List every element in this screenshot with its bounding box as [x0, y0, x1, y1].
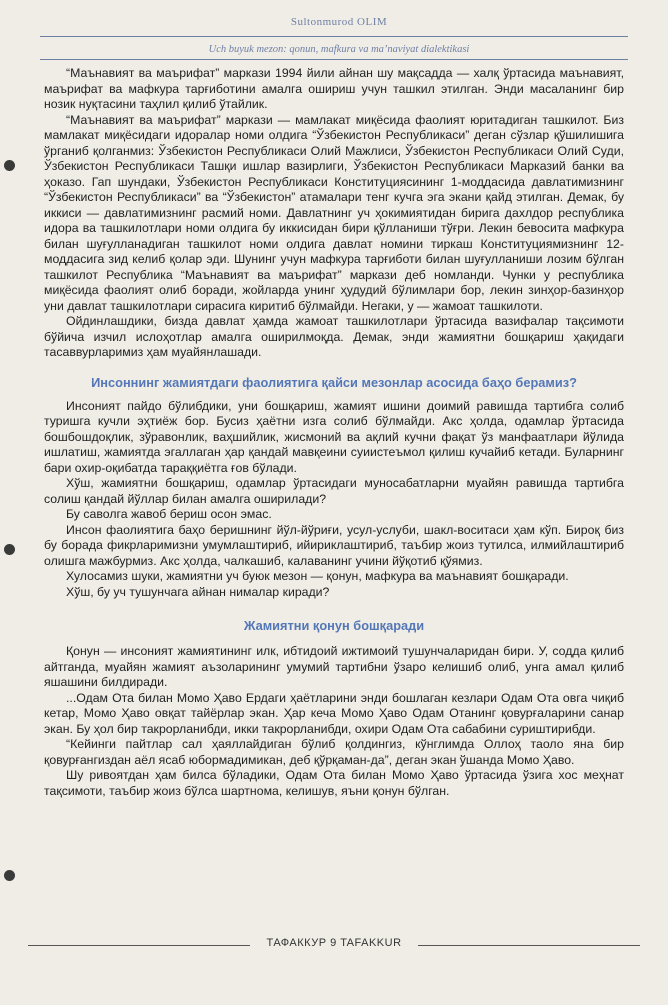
- binder-hole: [4, 870, 15, 881]
- paragraph: Шу ривоятдан ҳам билса бўладики, Одам Ота билан Момо Ҳаво ўртасида ўзига хос меҳнат тақсимоти, таъбир жоиз бўлса шартнома, келишув, яъни қонун бўлган.: [44, 768, 624, 798]
- binder-hole: [4, 544, 15, 555]
- paragraph: Хўш, бу уч тушунчага айнан нималар киради?: [66, 584, 330, 599]
- article-body: [44, 66, 624, 799]
- paragraph: Қонун — инсоният жамиятининг илк, ибтидоий ижтимоий тушунчаларидан бири. У, содда қилиб айтганда, муайян жамият аъзоларининг умумий тартибни ўзаро келишиб олиб, унга амал қилиб яшашини билдиради.: [44, 644, 624, 689]
- running-header-subtitle: Uch buyuk mezon: qonun, mafkura va ma’naviyat dialektikasi: [208, 44, 470, 55]
- paragraph: Хулосамиз шуки, жамиятни уч буюк мезон — қонун, мафкура ва маънавият бошқаради.: [66, 569, 569, 583]
- paragraph: “Маънавият ва маърифат” маркази — мамлакат миқёсида фаолият юритадиган ташкилот. Биз мамлакат миқёсидаги идоралар номи олдига “Ўзбекистон Республикаси” деган сўзлар қўшилишига ўрганиб қолганмиз: Ўзбекистон Республикаси Олий Мажлиси, Ўзбекистон Республикаси Олий Суди, Ўзбекистон Республикаси Ташқи ишлар вазирлиги, Ўзбекистон Республикаси Марказий банки ва ҳоказо. Гап шундаки, Ўзбекистон Республикаси Конституциясининг 1-моддасида давлатимизнинг “Ўзбекистон Республикаси” ва “Ўзбекистон” атамалари тенг кучга эга экани қайд этилган. Демак, бу иккиси — давлатимизнинг расмий номи. Давлатнинг уч ҳокимиятидан бирига дахлдор республика идора ва ташкилотлари номи олдига бу иккисидан бири қўлланиши тўғри. Лекин бевосита мафкура билан шуғулланадиган ташкилот номи олдига давлат номини тиркаш Конституциямизнинг 12-моддасига зид келиб қолар эди. Шунинг учун мафкура тарғиботи билан шуғулланиши лозим бўлган ташкилот Республика “Маънавият ва маърифат” маркази деб номланди. Чунки у республика миқёсида фаолият олиб боради, жойларда унинг ҳудудий бўлимлари бор, лекин зинҳор-базинҳор уни давлат ташкилотлари сирасига киритиб бўлмайди. Негаки, у — жамоат ташкилоти.: [44, 112, 624, 313]
- running-header-author: Sultonmurod OLIM: [290, 16, 388, 28]
- paragraph: Бу саволга жавоб бериш осон эмас.: [66, 507, 272, 521]
- paragraph: ...Одам Ота билан Момо Ҳаво Ердаги ҳаётларини энди бошлаган кезлари Одам Ота овга чиқиб кетар, Момо Ҳаво овқат тайёрлар экан. Ҳар кеча Момо Ҳаво Одам Отанинг қовурғаларини санар экан. Бу ҳол бир такрорланибди, икки такрорланибди, охири Одам Ота сабабини суриштирибди.: [44, 690, 624, 736]
- header-rule: [40, 36, 628, 37]
- section-heading: Инсоннинг жамиятдаги фаолиятига қайси мезонлар асосида баҳо берамиз?: [91, 374, 577, 390]
- section-heading: Жамиятни қонун бошқаради: [243, 618, 425, 633]
- binder-hole: [4, 160, 15, 171]
- paragraph: “Кейинги пайтлар сал ҳаяллайдиган бўлиб қолдингиз, кўнглимда Оллоҳ таоло яна бир қовурғангиздан аёл ясаб юбормадимикан, деб қўрқаман-да”, деган экан ўшанда Момо Ҳаво.: [44, 737, 624, 767]
- paragraph: Хўш, жамиятни бошқариш, одамлар ўртасидаги муносабатларни муайян равишда тартибга солиш қандай йўллар билан амалга оширилади?: [44, 476, 624, 506]
- header-rule: [40, 59, 628, 60]
- paragraph: Ойдинлашдики, бизда давлат ҳамда жамоат ташкилотлари ўртасида вазифалар тақсимоти бўйича изчил ислоҳотлар амалга оширилмоқда. Демак, энди жамиятни бошқариш ҳақидаги тасаввурларимиз ҳам муайянлашади.: [44, 314, 624, 359]
- paragraph: Инсоният пайдо бўлибдики, уни бошқариш, жамият ишини доимий равишда тартибга солиб туришга кучли эҳтиёж бор. Бусиз ҳаётни изга солиб бўлмайди. Акс ҳолда, одамлар ўртасида бошбошдоқлик, зўравонлик, ваҳшийлик, жисмоний ва ақлий кучни фақат ўз манфаатлари йўлида ишлатиш, жамиятда эгаллаган ҳар қандай мавқеини суиистеъмол қилиш кучайиб кетади. Буларнинг бари охир-оқибатда тараққиётга ғов бўлади.: [44, 398, 624, 475]
- paragraph: “Маънавият ва маърифат” маркази 1994 йили айнан шу мақсадда — халқ ўртасида маънавият, маърифат ва мафкура тарғиботини амалга ошириш учун ташкил этилган. Энди масаланинг бир нозик нуқтасини таҳлил қилиб ўтайлик.: [44, 66, 624, 111]
- paragraph: Инсон фаолиятига баҳо беришнинг йўл-йўриғи, усул-услуби, шакл-воситаси ҳам кўп. Бироқ биз бу борада фикрларимизни умумлаштириб, ийириклаштириб, таъбир жоиз тутилса, илмийлаштириб олишга мажбурмиз. Акс ҳолда, чалкашиб, калаванинг учини йўқотиб қўямиз.: [44, 522, 624, 568]
- page-footer: ТАФАККУР 9 TAFAKKUR: [266, 937, 402, 949]
